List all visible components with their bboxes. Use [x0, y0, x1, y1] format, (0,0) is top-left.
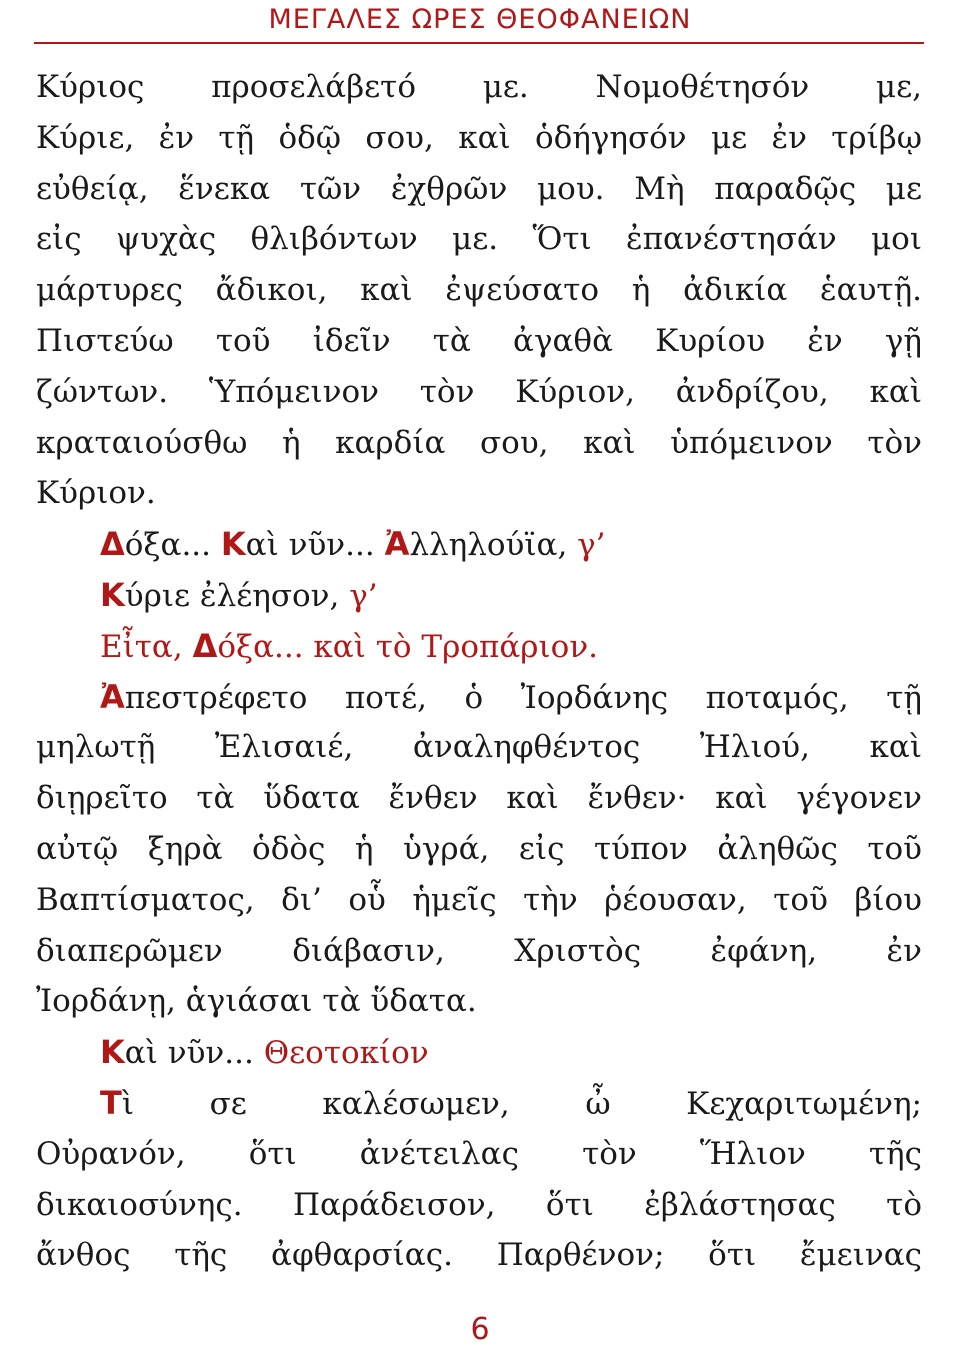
- theotokion-line: δικαιοσύνης. Παράδεισον, ὅτι ἐβλάστησας τὸ: [36, 1186, 922, 1223]
- running-head: ΜΕΓΑΛΕΣ ΩΡΕΣ ΘΕΟΦΑΝΕΙΩΝ: [268, 4, 692, 35]
- rubric-text: αὶ νῦν...: [245, 527, 385, 564]
- rubric-text: Εἶτα,: [100, 628, 193, 665]
- rubric-repeat: γ’: [349, 577, 378, 614]
- psalm-line: εἰς ψυχὰς θλιβόντων με. Ὅτι ἐπανέστησάν μοι: [36, 221, 922, 258]
- psalm-line: Κύριον.: [36, 475, 156, 512]
- rubric-repeat: γ’: [577, 527, 606, 564]
- rubric-text: αὶ νῦν...: [124, 1035, 264, 1072]
- psalm-line: Πιστεύω τοῦ ἰδεῖν τὰ ἀγαθὰ Κυρίου ἐν γῇ: [36, 322, 922, 359]
- header-rule: [34, 42, 924, 44]
- psalm-line: μάρτυρες ἄδικοι, καὶ ἐψεύσατο ἡ ἀδικία ἑαυτῇ.: [36, 272, 922, 309]
- body-text: [36, 62, 922, 1281]
- psalm-line: Κύριε, ἐν τῇ ὁδῷ σου, καὶ ὁδήγησόν με ἐν τρίβῳ: [36, 119, 922, 156]
- theotokion-line: Οὐρανόν, ὅτι ἀνέτειλας τὸν Ἥλιον τῆς: [36, 1135, 922, 1172]
- rubric-initial: Ἀ: [384, 525, 410, 564]
- theotokion-first-line: [36, 1078, 922, 1129]
- troparion-initial: Ἀ: [100, 677, 125, 716]
- psalm-line: κραταιούσθω ἡ καρδία σου, καὶ ὑπόμεινον τὸν: [36, 424, 922, 461]
- troparion-line: διῃρεῖτο τὰ ὕδατα ἔνθεν καὶ ἔνθεν· καὶ γέγονεν: [36, 780, 922, 817]
- psalm-line: ζώντων. Ὑπόμεινον τὸν Κύριον, ἀνδρίζου, καὶ: [36, 373, 922, 410]
- troparion-first-line: [36, 672, 922, 723]
- rubric-initial: Κ: [100, 575, 125, 614]
- troparion-line: Ἰορδάνῃ, ἁγιάσαι τὰ ὕδατα.: [36, 983, 477, 1020]
- troparion-line: μηλωτῇ Ἐλισαιέ, ἀναληφθέντος Ἠλιού, καὶ: [36, 729, 922, 766]
- page-number: 6: [470, 1312, 490, 1347]
- rubric-kyrie: [36, 570, 922, 621]
- rubric-text: λληλούϊα,: [409, 527, 578, 564]
- rubric-text: όξα...: [124, 527, 221, 564]
- psalm-line: εὐθείᾳ, ἕνεκα τῶν ἐχθρῶν μου. Μὴ παραδῷς με: [36, 170, 922, 207]
- rubric-initial: Κ: [220, 525, 246, 564]
- rubric-eita: [36, 621, 922, 672]
- rubric-theotokion: [36, 1027, 922, 1078]
- rubric-initial: Δ: [192, 626, 218, 665]
- psalm-line: Κύριος προσελάβετό με. Νομοθέτησόν με,: [36, 69, 922, 105]
- theotokion-line: ἄνθος τῆς ἀφθαρσίας. Παρθένον; ὅτι ἔμεινας: [36, 1237, 922, 1274]
- troparion-text: πεστρέφετο ποτέ, ὁ Ἰορδάνης ποταμός, τῇ: [124, 679, 922, 716]
- rubric-initial: Δ: [100, 525, 125, 564]
- theotokion-initial: Τ: [100, 1083, 122, 1122]
- troparion-line: διαπερῶμεν διάβασιν, Χριστὸς ἐφάνη, ἐν: [36, 932, 922, 969]
- rubric-text: όξα... καὶ τὸ Τροπάριον.: [217, 628, 599, 665]
- rubric-doxa: [36, 519, 922, 570]
- rubric-label: Θεοτοκίον: [263, 1035, 429, 1072]
- rubric-text: ύριε ἐλέησον,: [124, 577, 350, 614]
- theotokion-text: ὶ σε καλέσωμεν, ὦ Κεχαριτωμένη;: [121, 1085, 922, 1122]
- troparion-line: αὐτῷ ξηρὰ ὁδὸς ἡ ὑγρά, εἰς τύπον ἀληθῶς τοῦ: [36, 830, 922, 867]
- rubric-initial: Κ: [100, 1033, 125, 1072]
- troparion-line: Βαπτίσματος, δι’ οὗ ἡμεῖς τὴν ῥέουσαν, τοῦ βίου: [36, 881, 922, 918]
